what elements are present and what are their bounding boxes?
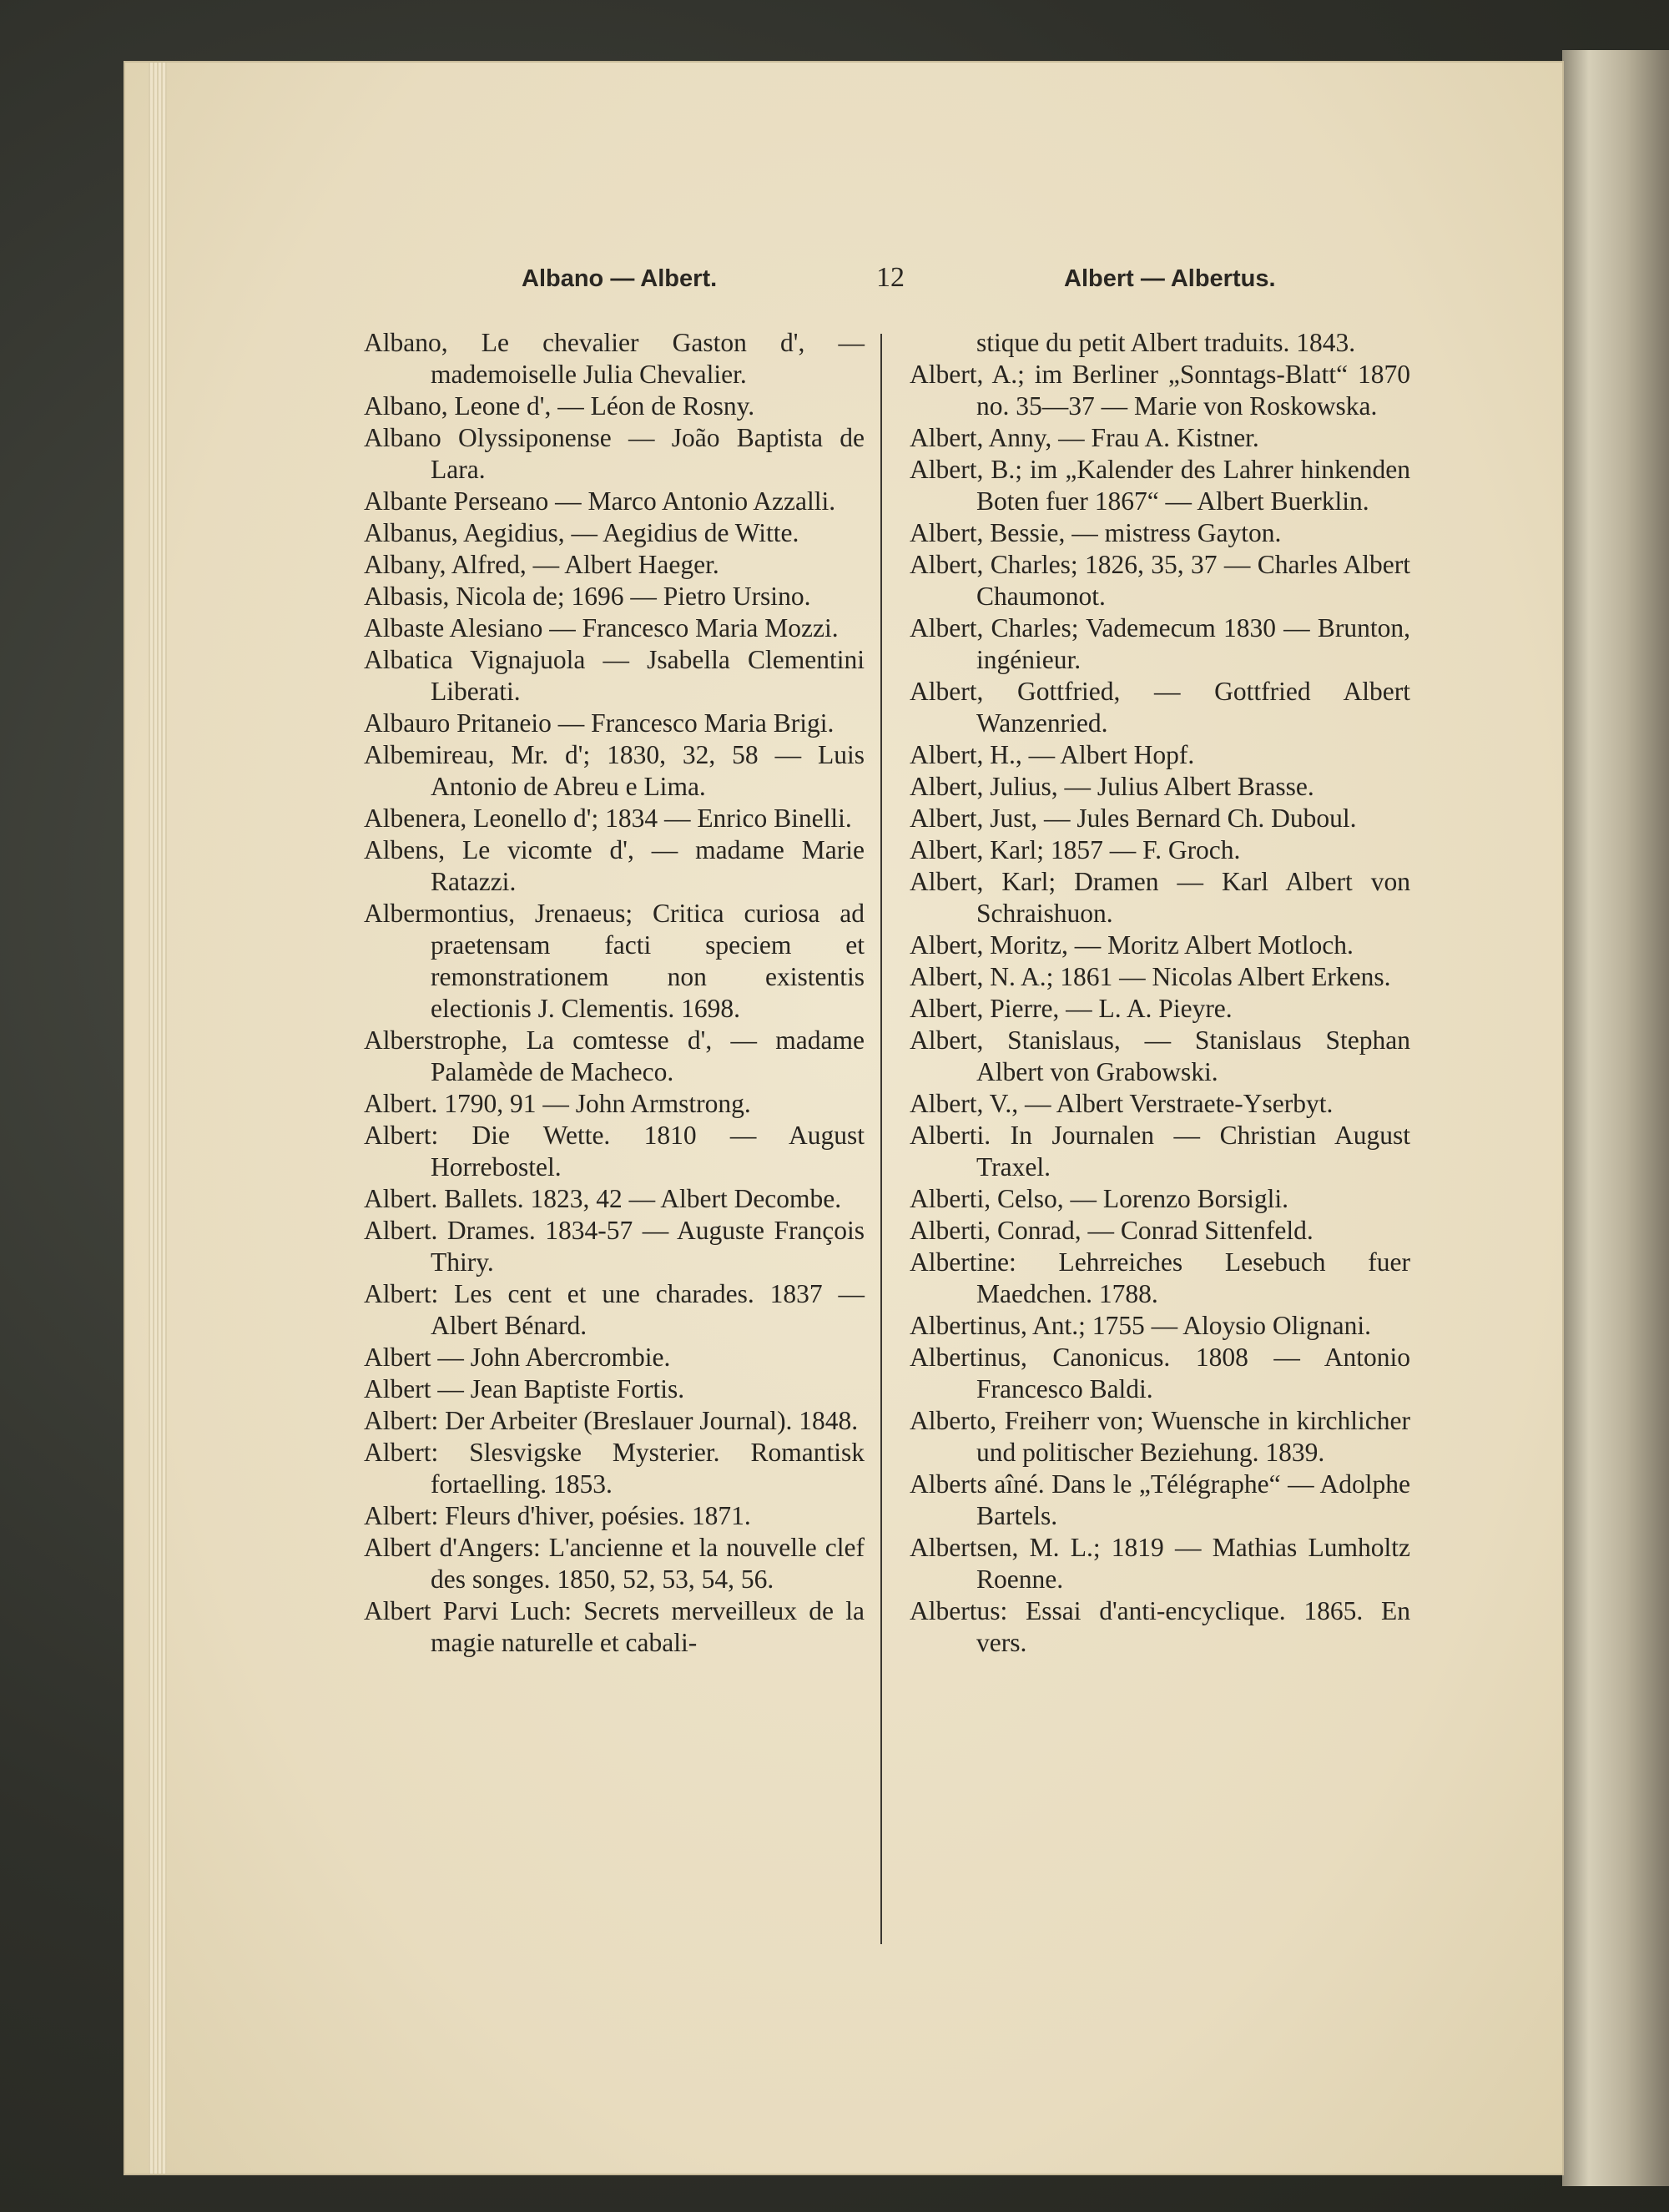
entry: Albano, Le chevalier Gaston d', — mademoiselle Julia Chevalier. — [364, 328, 865, 389]
entry: Albert, V., — Albert Verstraete-Yserbyt. — [910, 1089, 1334, 1118]
entry: Albert Parvi Luch: Secrets merveilleux de la magie naturelle et cabali- — [364, 1596, 865, 1657]
entry: Albert, Gottfried, — Gottfried Albert Wanzenried. — [910, 677, 1410, 738]
entry: Albert, Julius, — Julius Albert Brasse. — [910, 772, 1314, 801]
entry: Albauro Pritaneio — Francesco Maria Brigi. — [364, 708, 834, 738]
entry: Albert, Karl; 1857 — F. Groch. — [910, 835, 1241, 864]
entry: Alberti, Celso, — Lorenzo Borsigli. — [910, 1184, 1289, 1213]
page-block-edge — [1562, 50, 1669, 2186]
entry: Alberts aîné. Dans le „Télégraphe“ — Adolphe Bartels. — [910, 1469, 1410, 1530]
entry: Alberstrophe, La comtesse d', — madame Palamède de Macheco. — [364, 1025, 865, 1086]
entry: Albertsen, M. L.; 1819 — Mathias Lumholtz Roenne. — [910, 1533, 1410, 1594]
entry: Albaste Alesiano — Francesco Maria Mozzi. — [364, 613, 839, 642]
column-divider — [880, 334, 882, 1944]
entry: Albert, Just, — Jules Bernard Ch. Duboul. — [910, 804, 1357, 833]
entry: Albert, Karl; Dramen — Karl Albert von Schraishuon. — [910, 867, 1410, 928]
entry: Albertinus, Canonicus. 1808 — Antonio Francesco Baldi. — [910, 1343, 1410, 1403]
entry: Albert: Slesvigske Mysterier. Romantisk fortaelling. 1853. — [364, 1438, 865, 1499]
entry: Albermontius, Jrenaeus; Critica curiosa ad praetensam facti speciem et remonstrationem non existentis electionis J. Clementis. 1698. — [364, 899, 865, 1023]
entry: Albens, Le vicomte d', — madame Marie Ratazzi. — [364, 835, 865, 896]
entry: Albert, Stanislaus, — Stanislaus Stephan Albert von Grabowski. — [910, 1025, 1410, 1086]
entry: Albert, H., — Albert Hopf. — [910, 740, 1195, 769]
entry: Albenera, Leonello d'; 1834 — Enrico Binelli. — [364, 804, 852, 833]
entry: Albertus: Essai d'anti-encyclique. 1865. En vers. — [910, 1596, 1410, 1657]
entry: Albasis, Nicola de; 1696 — Pietro Ursino. — [364, 582, 811, 611]
entry: Albert d'Angers: L'ancienne et la nouvelle clef des songes. 1850, 52, 53, 54, 56. — [364, 1533, 865, 1594]
entry: Albert, Bessie, — mistress Gayton. — [910, 518, 1282, 547]
entry: Albemireau, Mr. d'; 1830, 32, 58 — Luis Antonio de Abreu e Lima. — [364, 740, 865, 801]
entry: Albert, Charles; Vademecum 1830 — Brunton, ingénieur. — [910, 613, 1410, 674]
entry: Albert: Fleurs d'hiver, poésies. 1871. — [364, 1501, 751, 1530]
entry: Albert, Pierre, — L. A. Pieyre. — [910, 994, 1233, 1023]
entry: Albert. Ballets. 1823, 42 — Albert Decombe. — [364, 1184, 842, 1213]
left-column — [364, 327, 865, 1659]
entry: Alberti. In Journalen — Christian August Traxel. — [910, 1121, 1410, 1182]
entry: Albano Olyssiponense — João Baptista de Lara. — [364, 423, 865, 484]
entry: Albert — Jean Baptiste Fortis. — [364, 1374, 685, 1403]
entry: Albano, Leone d', — Léon de Rosny. — [364, 391, 755, 421]
entry: Albert, B.; im „Kalender des Lahrer hinkenden Boten fuer 1867“ — Albert Buerklin. — [910, 455, 1410, 516]
entry: Albert: Die Wette. 1810 — August Horrebostel. — [364, 1121, 865, 1182]
entry: Albertinus, Ant.; 1755 — Aloysio Olignani. — [910, 1311, 1372, 1340]
entry-continuation: stique du petit Albert traduits. 1843. — [976, 328, 1356, 357]
entry: Albante Perseano — Marco Antonio Azzalli. — [364, 486, 836, 516]
entry: Albert, N. A.; 1861 — Nicolas Albert Erkens. — [910, 962, 1391, 991]
entry: Albatica Vignajuola — Jsabella Clementini Liberati. — [364, 645, 865, 706]
running-head-left: Albano — Albert. — [522, 265, 718, 292]
page-stack-edges — [149, 63, 167, 2174]
entry: Alberti, Conrad, — Conrad Sittenfeld. — [910, 1216, 1314, 1245]
entry: Albert, Moritz, — Moritz Albert Motloch. — [910, 930, 1354, 960]
entry: Albert. Drames. 1834-57 — Auguste François Thiry. — [364, 1216, 865, 1277]
entry: Albany, Alfred, — Albert Haeger. — [364, 550, 719, 579]
entry: Albert: Les cent et une charades. 1837 — Albert Bénard. — [364, 1279, 865, 1340]
entry: Albert, A.; im Berliner „Sonntags-Blatt“ 1870 no. 35—37 — Marie von Roskowska. — [910, 360, 1410, 421]
right-column — [910, 327, 1410, 1659]
entry: Albert: Der Arbeiter (Breslauer Journal). 1848. — [364, 1406, 859, 1435]
entry: Albert, Charles; 1826, 35, 37 — Charles Albert Chaumonot. — [910, 550, 1410, 611]
entry: Albert — John Abercrombie. — [364, 1343, 671, 1372]
entry: Albanus, Aegidius, — Aegidius de Witte. — [364, 518, 799, 547]
entry: Alberto, Freiherr von; Wuensche in kirchlicher und politischer Beziehung. 1839. — [910, 1406, 1410, 1467]
running-head — [350, 262, 1335, 305]
entry: Albert, Anny, — Frau A. Kistner. — [910, 423, 1259, 452]
entry: Albertine: Lehrreiches Lesebuch fuer Maedchen. 1788. — [910, 1247, 1410, 1308]
running-head-right: Albert — Albertus. — [1064, 265, 1276, 292]
page-number: 12 — [876, 262, 905, 293]
entry: Albert. 1790, 91 — John Armstrong. — [364, 1089, 751, 1118]
